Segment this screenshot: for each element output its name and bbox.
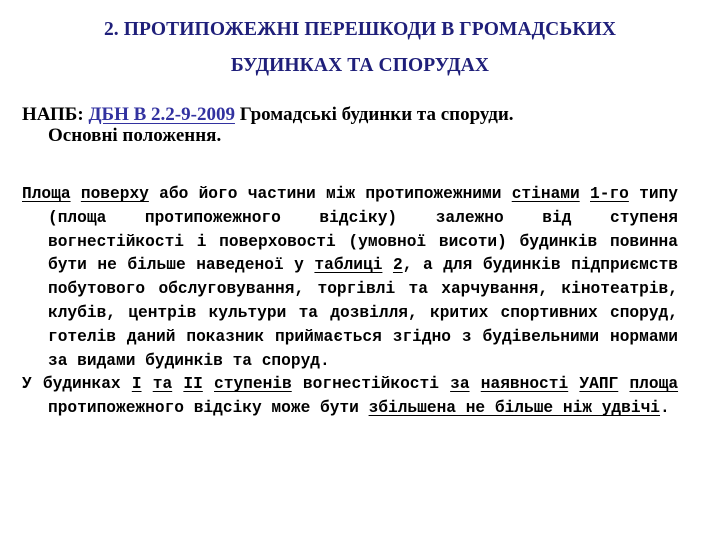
term-i: І — [131, 375, 142, 394]
paragraph-area-limit: Площа поверху або його частини між протипожежними стінами 1-го типу (площа протипожежного відсіку) залежно від ступеня вогнестійкості і поверховості (умовної висоти) будинків повинна бути не більше наведеної у таблиці 2, а для будинків підприємств побутового обслуговування, торгівлі та харчування, кінотеатрів, клубів, центрів культури та дозвілля, критих спортивних споруд, готелів даний показник приймається згідно з будівельними нормами за видами будинків та споруд. — [22, 185, 679, 370]
term-table-number: 2 — [392, 256, 403, 275]
term-nayavnosti: наявності — [480, 375, 569, 394]
paragraph-uapg: У будинках І та ІІ ступенів вогнестійкості за наявності УАПГ площа протипожежного відсіку може бути збільшена не більше ніж удвічі. — [22, 375, 679, 418]
term-stupeniv: ступенів — [214, 375, 292, 394]
napb-prefix: НАПБ: — [22, 104, 89, 125]
term-ta: та — [152, 375, 173, 394]
napb-rest-1: Громадські будинки та споруди. — [234, 104, 514, 125]
term-zbilshena: збільшена не більше ніж удвічі — [368, 399, 661, 418]
term-ii: ІІ — [183, 375, 203, 394]
term-tablytsi: таблиці — [314, 256, 383, 275]
slide-title — [20, 12, 700, 84]
term-poverkhu: поверху — [80, 185, 149, 203]
title-line-2: БУДИНКАХ ТА СПОРУДАХ — [230, 55, 490, 76]
term-ploshcha-2: площа — [629, 375, 679, 394]
term-uapg: УАПГ — [579, 375, 619, 394]
body-text — [22, 183, 678, 421]
dbn-link[interactable]: ДБН В 2.2-9-2009 — [88, 104, 235, 125]
napb-rest-2: Основні положення. — [48, 125, 222, 146]
title-line-1: 2. ПРОТИПОЖЕЖНІ ПЕРЕШКОДИ В ГРОМАДСЬКИХ — [103, 19, 617, 40]
term-ploshcha: Площа — [22, 185, 71, 203]
term-za: за — [450, 375, 470, 394]
term-1-go: 1-го — [590, 185, 629, 203]
napb-reference — [22, 104, 712, 146]
term-stinamy: стінами — [511, 185, 580, 203]
